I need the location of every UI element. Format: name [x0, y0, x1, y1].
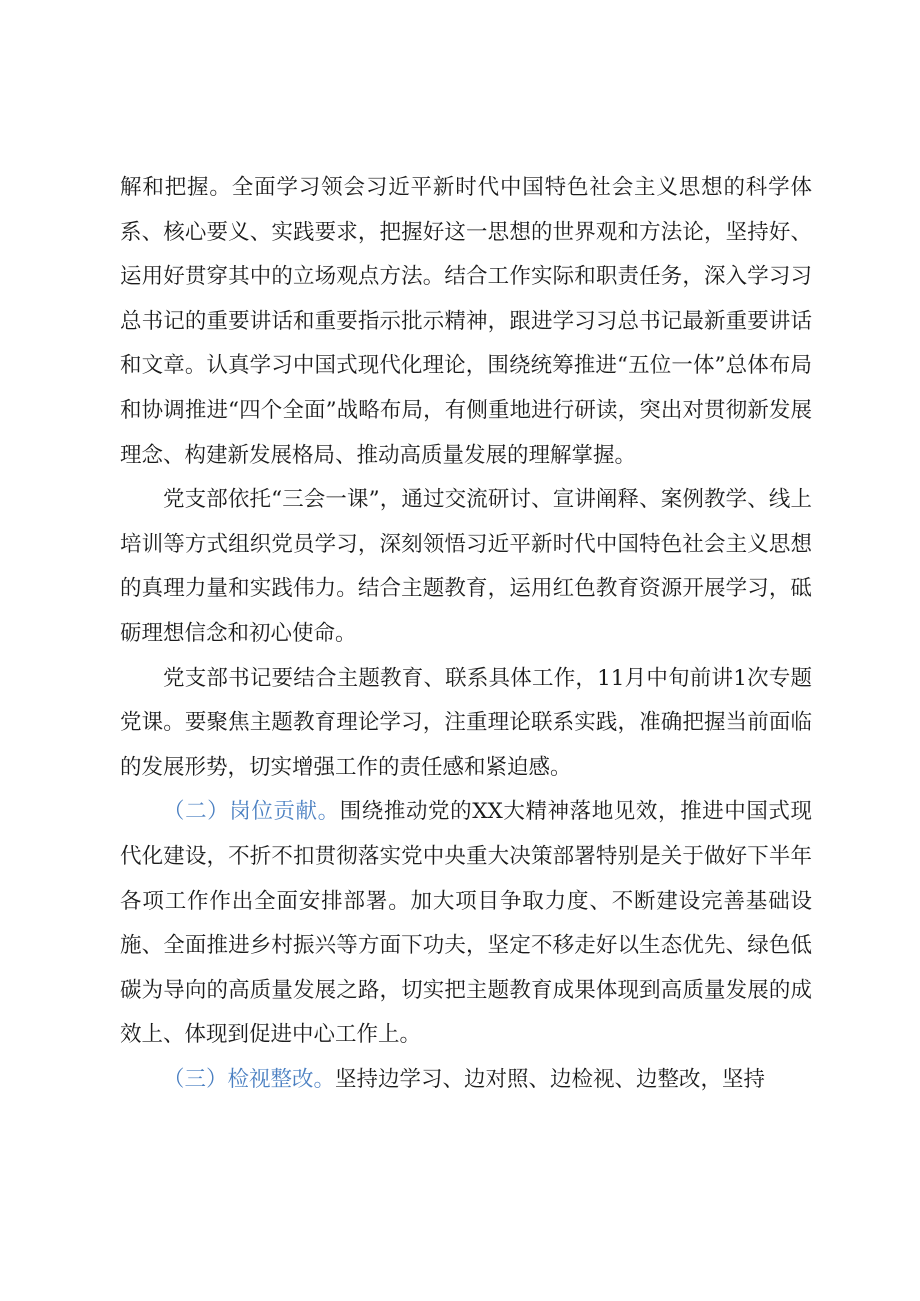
paragraph-text: 坚持边学习、边对照、边检视、边整改，坚持 [335, 1066, 766, 1092]
paragraph-party-lecture [120, 657, 812, 791]
paragraph-text: 党支部书记要结合主题教育、联系具体工作，11月中旬前讲1次专题党课。要聚焦主题教育理论学习，注重理论联系实践，准确把握当前面临的发展形势，切实增强工作的责任感和紧迫感。 [120, 665, 812, 780]
paragraph-branch-study [120, 478, 812, 656]
paragraph-text: 解和把握。全面学习领会习近平新时代中国特色社会主义思想的科学体系、核心要义、实践要求，把握好这一思想的世界观和方法论，坚持好、运用好贯穿其中的立场观点方法。结合工作实际和职责任务，深入学习习总书记的重要讲话和重要指示批示精神，跟进学习习总书记最新重要讲话和文章。认真学习中国式现代化理论，围绕统筹推进“五位一体”总体布局和协调推进“四个全面”战略布局，有侧重地进行研读，突出对贯彻新发展理念、构建新发展格局、推动高质量发展的理解掌握。 [120, 175, 812, 468]
paragraph-job-contribution [120, 790, 812, 1058]
paragraph-continuation [120, 166, 812, 478]
paragraph-review-rectify [120, 1058, 812, 1103]
paragraph-text: 围绕推动党的XX大精神落地见效，推进中国式现代化建设，不折不扣贯彻落实党中央重大决策部署特别是关于做好下半年各项工作作出全面安排部署。加大项目争取力度、不断建设完善基础设施、全面推进乡村振兴等方面下功夫，坚定不移走好以生态优先、绿色低碳为导向的高质量发展之路，切实把主题教育成果体现到高质量发展的成效上、体现到促进中心工作上。 [120, 799, 812, 1048]
section-heading-job-contribution: （二）岗位贡献。 [163, 799, 340, 825]
paragraph-text: 党支部依托“三会一课”，通过交流研讨、宣讲阐释、案例教学、线上培训等方式组织党员学习，深刻领悟习近平新时代中国特色社会主义思想的真理力量和实践伟力。结合主题教育，运用红色教育资源开展学习，砥砺理想信念和初心使命。 [120, 487, 812, 646]
section-heading-review-rectify: （三）检视整改。 [163, 1066, 336, 1092]
document-body [120, 166, 812, 1102]
